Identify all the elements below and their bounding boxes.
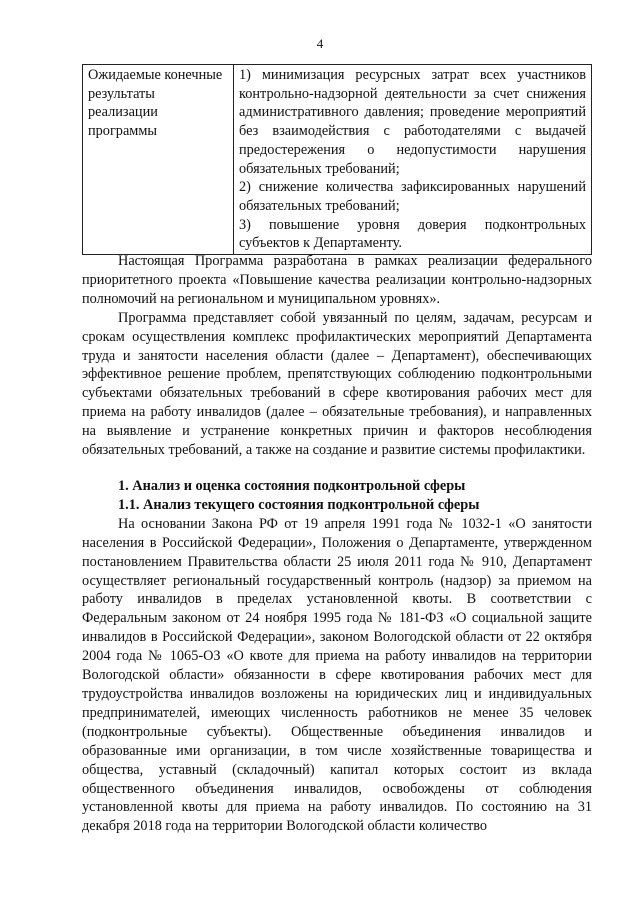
result-item-2: 2) снижение количества зафиксированных нарушений обязательных требований;	[239, 179, 586, 214]
expected-results-table	[82, 64, 592, 255]
intro-paragraph-2: Программа представляет собой увязанный по целям, задачам, ресурсам и срокам осуществления комплекс профилактических мероприятий Департамента труда и занятости населения области (далее – Департамент), обеспечивающих эффективное решение проблем, препятствующих соблюдению подконтрольными субъектами обязательных требований в сфере квотирования рабочих мест для приема на работу инвалидов (далее – обязательные требования), и направленных на выявление и устранение конкретных причин и факторов несоблюдения обязательных требований, а также на создание и развитие системы профилактики.	[82, 309, 592, 459]
section-heading: 1. Анализ и оценка состояния подконтрольной сферы	[118, 478, 466, 494]
result-item-1: 1) минимизация ресурсных затрат всех участников контрольно-надзорной деятельности за счет снижения административного давления; проведение мероприятий без взаимодействия с работодателями с выдачей предостережения о недопустимости нарушения обязательных требований;	[239, 67, 586, 177]
intro-section	[82, 252, 592, 460]
page-number: 4	[316, 36, 324, 51]
result-item-3: 3) повышение уровня доверия подконтрольных субъектов к Департаменту.	[239, 216, 586, 252]
analysis-paragraph: На основании Закона РФ от 19 апреля 1991 года № 1032-1 «О занятости населения в Российской Федерации», Положения о Департаменте, утвержденном постановлением Правительства области 25 июля 2011 года № 910, Департамент осуществляет региональный государственный контроль (надзор) за приемом на работу инвалидов в пределах установленной квоты. В соответствии с Федеральным законом от 24 ноября 1995 года № 181-ФЗ «О социальной защите инвалидов в Российской Федерации», законом Вологодской области от 22 октября 2004 года № 1065-ОЗ «О квоте для приема на работу инвалидов на территории Вологодской области» обязанности в сфере квотирования рабочих мест для трудоустройства инвалидов возложены на юридических лиц и индивидуальных предпринимателей, имеющих численность работников не менее 35 человек (подконтрольные субъекты). Общественные объединения инвалидов и образованные ими организации, в том числе хозяйственные товарищества и общества, уставный (складочный) капитал которых состоит из вклада общественного объединения инвалидов, освобождены от соблюдения установленной квоты для приема на работу инвалидов. По состоянию на 31 декабря 2018 года на территории Вологодской области количество	[82, 515, 592, 835]
subsection-heading: 1.1. Анализ текущего состояния подконтрольной сферы	[118, 496, 480, 513]
intro-paragraph-1: Настоящая Программа разработана в рамках реализации федерального приоритетного проекта «Повышение качества реализации контрольно-надзорных полномочий на региональном и муниципальном уровнях».	[82, 253, 592, 307]
analysis-section	[82, 477, 592, 836]
expected-results-label: Ожидаемые конечные результаты реализации программы	[88, 67, 223, 140]
table-row	[83, 65, 592, 255]
table-label-cell	[83, 65, 234, 255]
table-value-cell	[234, 65, 592, 255]
